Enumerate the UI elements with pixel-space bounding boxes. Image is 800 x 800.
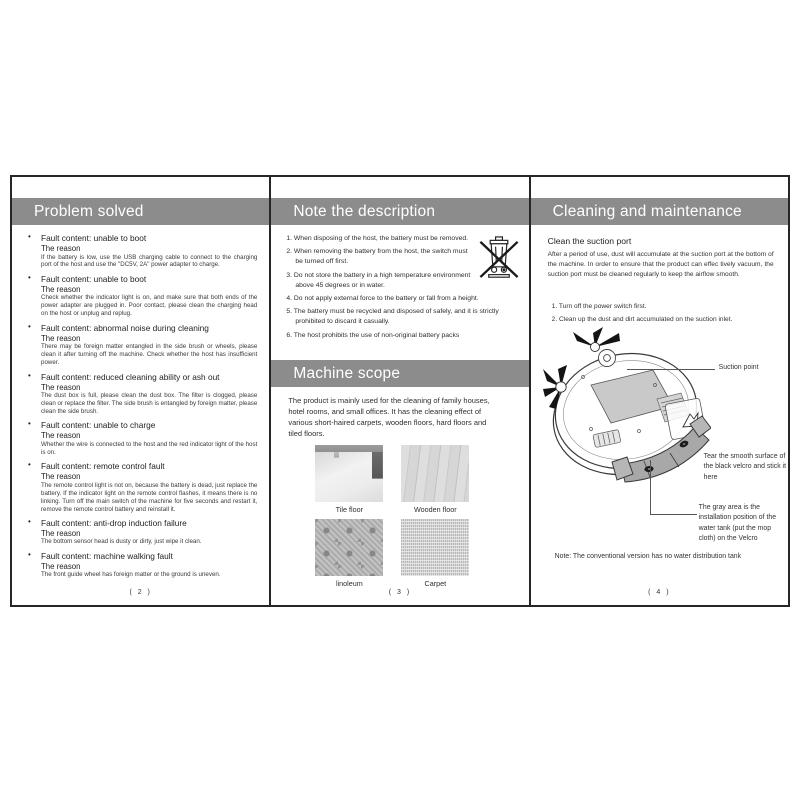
reason-label: The reason: [41, 528, 81, 538]
note-item: 6. The host prohibits the use of non-original battery packs: [286, 331, 460, 339]
floor-label: Tile floor: [335, 505, 363, 514]
reason-label: The reason: [41, 382, 81, 392]
floor-cell: [315, 519, 383, 588]
note-item: 4. Do not apply external force to the battery or fall from a height.: [286, 295, 479, 302]
fault-title: • Fault content: unable to boot: [41, 273, 147, 284]
machine-scope-text: The product is mainly used for the cleaning of family houses, hotel rooms, and small offices. It has the cleaning effect of various short-haired carpets, wooden floors, hard floors and tiled floors.: [288, 396, 490, 438]
reason-label: The reason: [41, 431, 81, 441]
section-header-note-description: Note the description: [271, 198, 528, 225]
fault-item: [28, 274, 257, 318]
fault-item: [28, 323, 257, 367]
fault-title: • Fault content: remote control fault: [41, 461, 165, 472]
reason-text: Whether the wire is connected to the host and the red indicator light of the host is on.: [41, 440, 258, 456]
page-number: ( 3 ): [388, 589, 412, 596]
section-header-problem-solved: Problem solved: [12, 198, 269, 225]
reason-label: The reason: [41, 333, 81, 343]
reason-text: There may be foreign matter entangled in the side brush or wheels, please clean it after turning off the machine. Check whether the host has insufficient power.: [41, 343, 258, 367]
floor-label: Wooden floor: [414, 505, 457, 514]
reason-text: The bottom sensor head is dusty or dirty, just wipe it clean.: [41, 538, 202, 546]
fault-item: [28, 233, 257, 269]
floor-label: linoleum: [335, 579, 363, 588]
reason-label: The reason: [41, 561, 81, 571]
fault-title: • Fault content: abnormal noise during cleaning: [41, 322, 209, 333]
carpet-floor-photo: [401, 519, 469, 576]
conventional-version-note: Note: The conventional version has no water distribution tank: [554, 553, 742, 560]
gray-area-callout-label: The gray area is the installation position of the water tank (put the mop cloth) on the Velcro: [698, 504, 777, 543]
crossed-out-wheeled-bin-icon: [479, 234, 519, 281]
fault-title: • Fault content: unable to charge: [41, 420, 156, 431]
floor-label: Carpet: [424, 579, 447, 588]
suction-point-callout-line: [627, 369, 715, 370]
fault-item: [28, 461, 257, 513]
fault-title: • Fault content: unable to boot: [41, 233, 147, 243]
reason-label: The reason: [41, 244, 81, 253]
fault-item: [28, 551, 257, 579]
reason-text: Check whether the indicator light is on, and make sure that both ends of the power adapter are plugged in. Poor contact, please clean the charging head on the host or unplug and replug.: [41, 294, 258, 318]
panel-note-machine-scope: [269, 177, 528, 605]
gray-area-callout-line: [650, 460, 697, 515]
battery-notes-list: [286, 234, 520, 344]
page-number: ( 4 ): [648, 589, 671, 596]
manual-sheet: [10, 175, 790, 607]
fault-item: [28, 420, 257, 456]
tile-floor-photo: [315, 445, 383, 502]
note-item: 5. The battery must be recycled and disposed of safely, and it is strictly prohibited to discard it casually.: [286, 308, 499, 326]
reason-label: The reason: [41, 284, 81, 294]
page-number: ( 2 ): [129, 589, 152, 596]
wooden-floor-photo: [401, 445, 469, 502]
panel-cleaning-maintenance: [529, 177, 788, 605]
reason-text: The dust box is full, please clean the dust box. The filter is clogged, please clean or replace the filter. The side brush is entangled by foreign matter, please clean the side brush.: [41, 392, 258, 415]
note-item: 2. When removing the battery from the host, the switch must be turned off first.: [286, 248, 468, 266]
section-header-cleaning-maintenance: Cleaning and maintenance: [531, 198, 788, 225]
panel-problem-solved: [12, 177, 269, 605]
cleaning-steps-list: [552, 301, 733, 326]
clean-suction-port-subheading: Clean the suction port: [547, 236, 632, 246]
fault-title: • Fault content: machine walking fault: [41, 550, 173, 561]
reason-text: The remote control light is not on, because the battery is dead, just replace the battery. If the indicator light on the remote control flashes, it means there is no linking. Turn off the main switch of the machine for five seconds and restart it, remove the remote control battery and reinstall it.: [41, 481, 258, 513]
fault-list: [28, 233, 257, 584]
reason-text: The front guide wheel has foreign matter or the ground is uneven.: [41, 571, 221, 579]
fault-title: • Fault content: reduced cleaning ability or ash out: [41, 371, 220, 382]
step-item: 1. Turn off the power switch first.: [551, 303, 647, 310]
fault-item: [28, 518, 257, 546]
velcro-callout-label: Tear the smooth surface of the black velcro and stick it here: [703, 453, 786, 481]
suction-point-label: Suction point: [718, 364, 759, 371]
section-header-machine-scope: Machine scope: [271, 360, 528, 387]
floor-cell: [401, 519, 469, 588]
side-brush-icon: [573, 327, 620, 352]
step-item: 2. Clean up the dust and dirt accumulated on the suction inlet.: [551, 315, 733, 323]
fault-title: • Fault content: anti-drop induction failure: [41, 517, 187, 528]
linoleum-floor-photo: [315, 519, 383, 576]
reason-label: The reason: [41, 472, 81, 482]
fault-item: [28, 372, 257, 416]
floor-cell: [315, 445, 383, 514]
reason-text: If the battery is low, use the USB charging cable to connect to the charging port of the host and use the "DC5V, 2A" power adapter to charge.: [41, 253, 258, 269]
floor-cell: [401, 445, 469, 514]
cleaning-description-text: After a period of use, dust will accumulate at the suction port at the bottom of the machine. In order to ensure that the product can effec tively vacuum, the suction port must be cleaned regularly to keep the airflow smooth.: [547, 251, 774, 279]
note-item: 1. When disposing of the host, the battery must be removed.: [286, 235, 469, 242]
note-item: 3. Do not store the battery in a high temperature environment above 45 degrees or in water.: [286, 271, 471, 289]
